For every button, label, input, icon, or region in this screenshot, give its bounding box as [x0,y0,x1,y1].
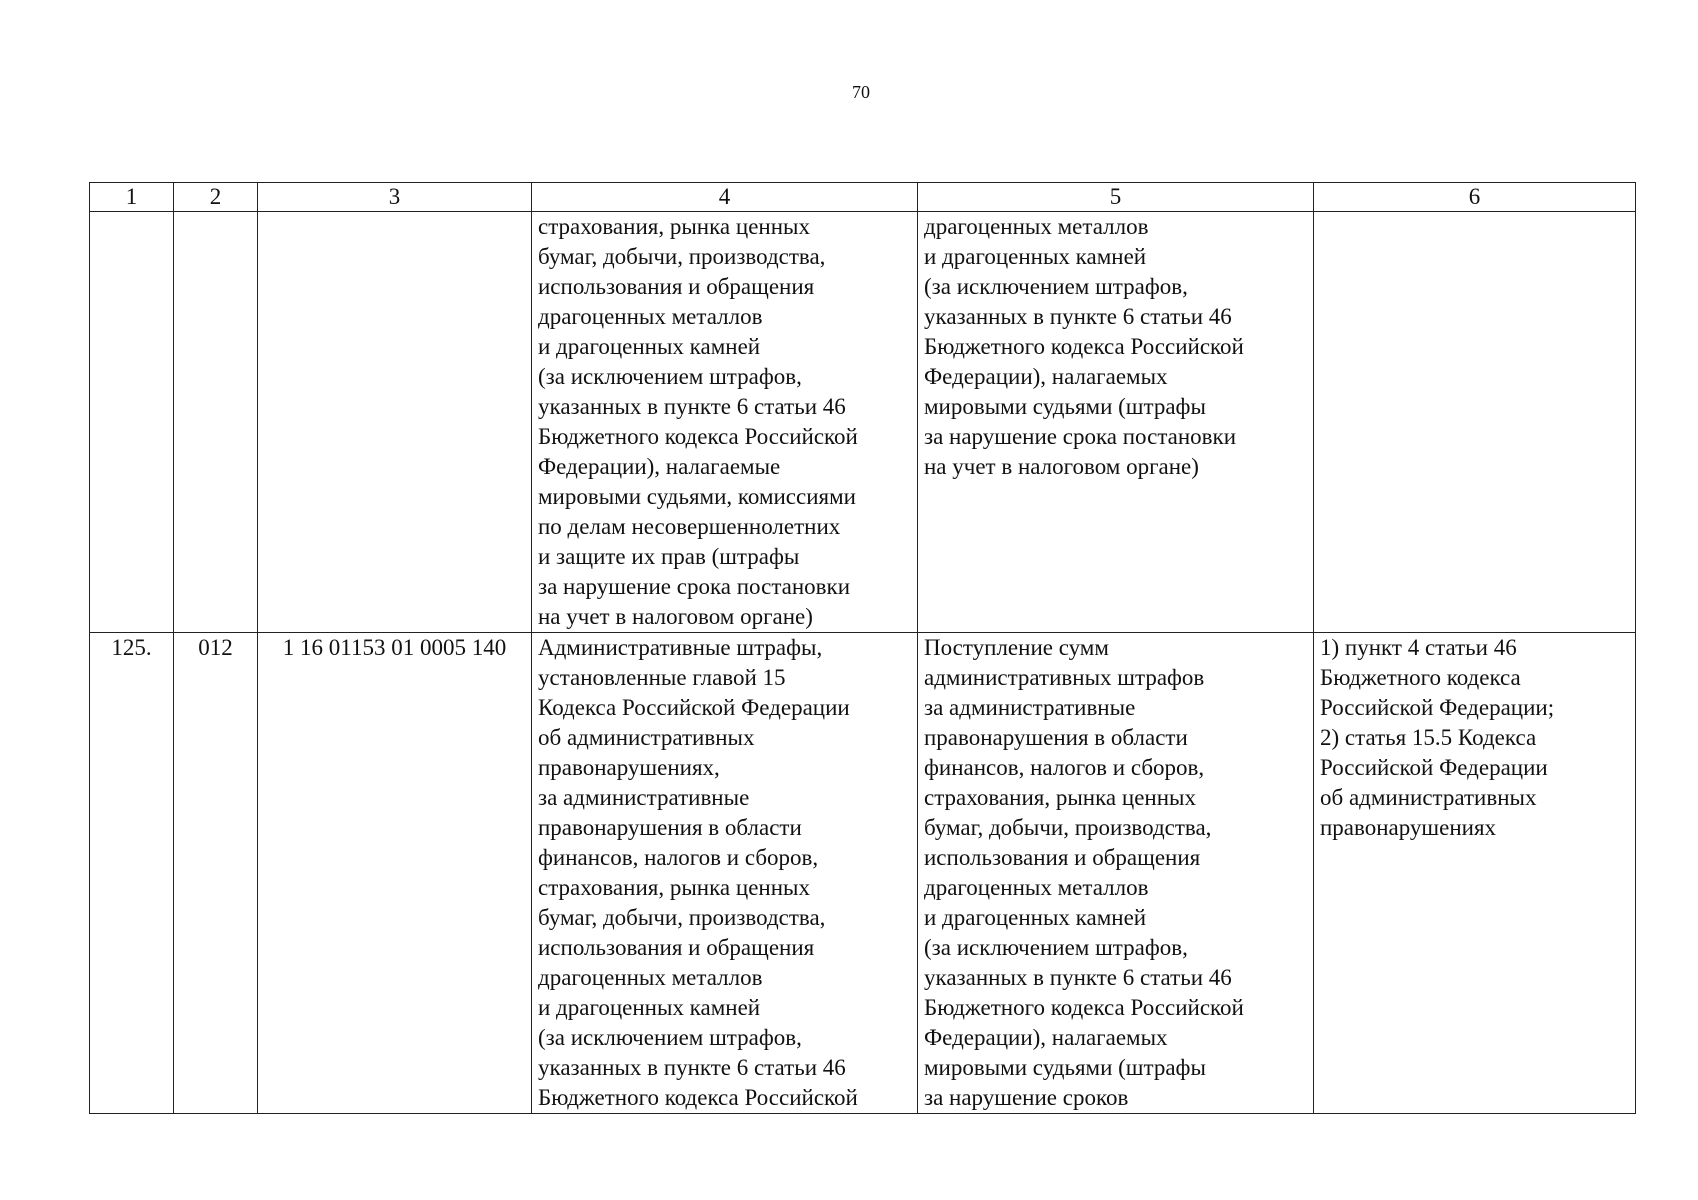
table-header-row [90,183,1636,212]
row-number-cell: 125. [90,633,174,1114]
income-description-cell: драгоценных металлов и драгоценных камней (за исключением штрафов, указанных в пункте 6 статьи 46 Бюджетного кодекса Российской Федерации), налагаемых мировыми судьями (штрафы за нарушение срока постановки на учет в налоговом органе) [918,212,1314,633]
legal-basis-cell [1314,212,1636,633]
column-header: 1 [90,183,174,212]
budget-classification-table [89,182,1636,1114]
column-header: 6 [1314,183,1636,212]
table-row [90,633,1636,1114]
table-row [90,212,1636,633]
legal-basis-cell: 1) пункт 4 статьи 46 Бюджетного кодекса Российской Федерации; 2) статья 15.5 Кодекса Российской Федерации об административных правонарушениях [1314,633,1636,1114]
row-number-cell [90,212,174,633]
admin-code-cell: 012 [174,633,258,1114]
kbk-code-cell [258,212,532,633]
column-header: 4 [532,183,918,212]
income-name-cell: Административные штрафы, установленные главой 15 Кодекса Российской Федерации об административных правонарушениях, за административные правонарушения в области финансов, налогов и сборов, страхования, рынка ценных бумаг, добычи, производства, использования и обращения драгоценных металлов и драгоценных камней (за исключением штрафов, указанных в пункте 6 статьи 46 Бюджетного кодекса Российской [532,633,918,1114]
column-header: 2 [174,183,258,212]
admin-code-cell [174,212,258,633]
income-name-cell: страхования, рынка ценных бумаг, добычи, производства, использования и обращения драгоценных металлов и драгоценных камней (за исключением штрафов, указанных в пункте 6 статьи 46 Бюджетного кодекса Российской Федерации), налагаемые мировыми судьями, комиссиями по делам несовершеннолетних и защите их прав (штрафы за нарушение срока постановки на учет в налоговом органе) [532,212,918,633]
income-description-cell: Поступление сумм административных штрафов за административные правонарушения в области финансов, налогов и сборов, страхования, рынка ценных бумаг, добычи, производства, использования и обращения драгоценных металлов и драгоценных камней (за исключением штрафов, указанных в пункте 6 статьи 46 Бюджетного кодекса Российской Федерации), налагаемых мировыми судьями (штрафы за нарушение сроков [918,633,1314,1114]
column-header: 5 [918,183,1314,212]
column-header: 3 [258,183,532,212]
page-number: 70 [852,82,870,102]
kbk-code-cell: 1 16 01153 01 0005 140 [258,633,532,1114]
